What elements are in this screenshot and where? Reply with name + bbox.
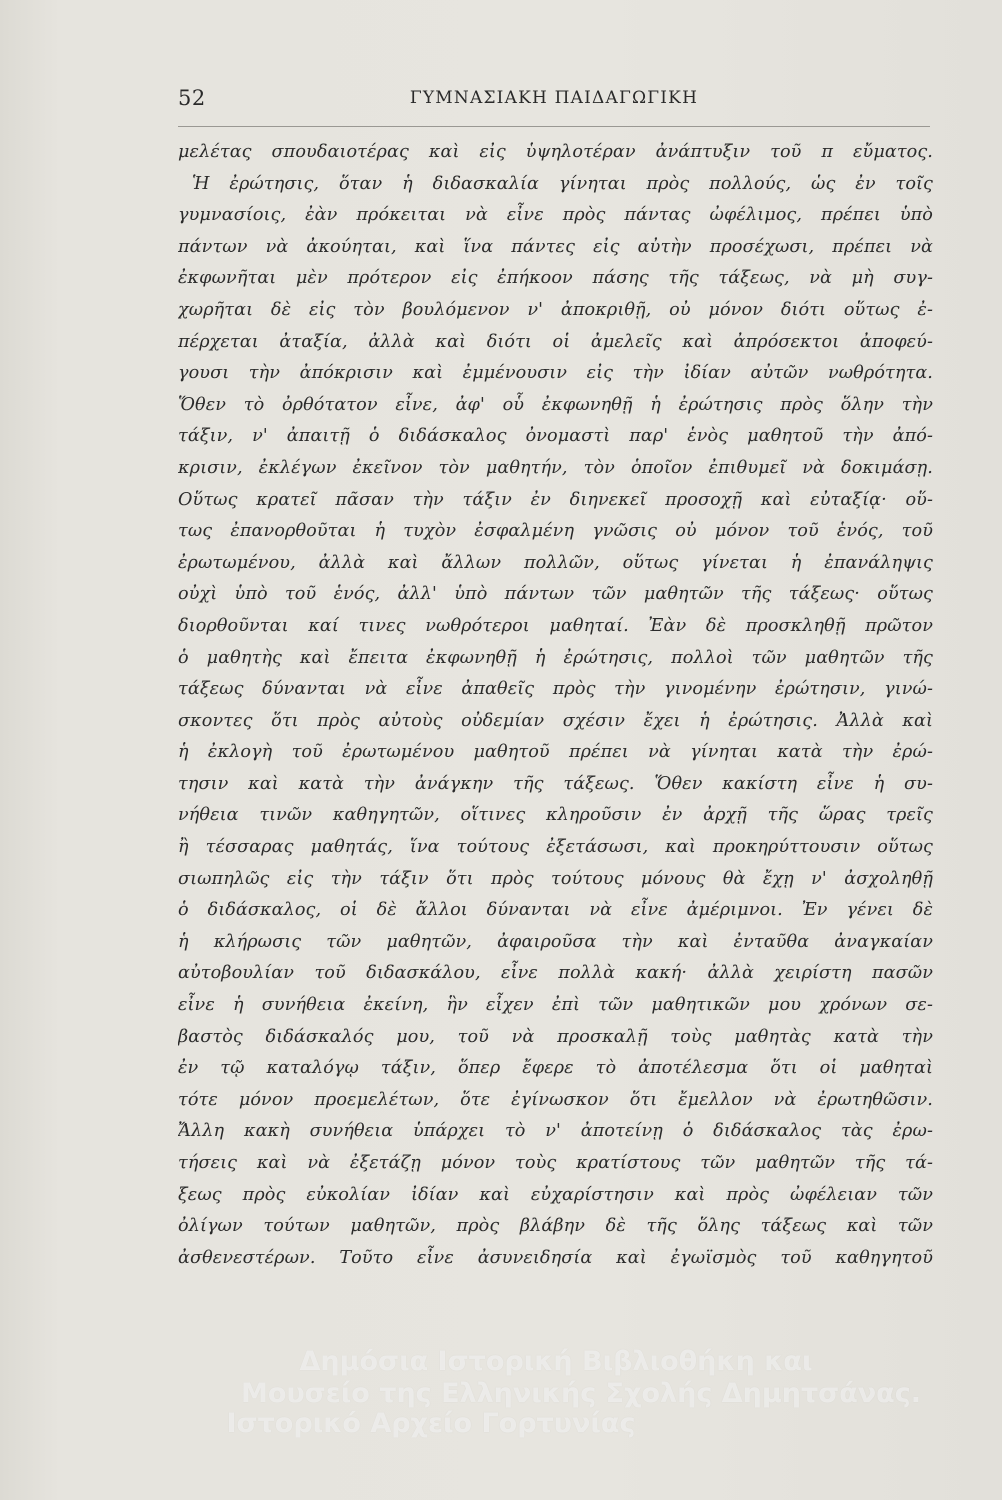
text-line: τήσεις καὶ νὰ ἐξετάζῃ μόνον τοὺς κρατίστους τῶν μαθητῶν τῆς τά-	[178, 1153, 933, 1173]
text-line: ἡ ἐκλογὴ τοῦ ἐρωτωμένου μαθητοῦ πρέπει νὰ γίνηται κατὰ τὴν ἐρώ-	[178, 742, 933, 763]
text-line: σκοντες ὅτι πρὸς αὐτοὺς οὐδεμίαν σχέσιν ἔχει ἡ ἐρώτησις. Ἀλλὰ καὶ	[178, 710, 933, 731]
text-line: τησιν καὶ κατὰ τὴν ἀνάγκην τῆς τάξεως. Ὅθεν κακίστη εἶνε ἡ συ-	[178, 773, 933, 794]
text-line: ὀλίγων τούτων μαθητῶν, πρὸς βλάβην δὲ τῆς ὅλης τάξεως καὶ τῶν	[178, 1216, 933, 1237]
text-line: ἀσθενεστέρων. Τοῦτο εἶνε ἀσυνειδησία καὶ ἐγωϊσμὸς τοῦ καθηγητοῦ	[178, 1247, 933, 1268]
text-line: ὁ διδάσκαλος, οἱ δὲ ἄλλοι δύνανται νὰ εἶνε ἀμέριμνοι. Ἐν γένει δὲ	[178, 900, 933, 921]
text-line: βαστὸς διδάσκαλός μου, τοῦ νὰ προσκαλῇ τοὺς μαθητὰς κατὰ τὴν	[178, 1026, 933, 1047]
text-line: εἶνε ἡ συνήθεια ἐκείνη, ἣν εἶχεν ἐπὶ τῶν μαθητικῶν μου χρόνων σε-	[178, 995, 933, 1016]
text-line: ἡ κλήρωσις τῶν μαθητῶν, ἀφαιροῦσα τὴν καὶ ἐνταῦθα ἀναγκαίαν	[178, 931, 933, 952]
text-line: νήθεια τινῶν καθηγητῶν, οἵτινες κληροῦσιν ἐν ἀρχῇ τῆς ὥρας τρεῖς	[178, 805, 933, 826]
text-line: οὐχὶ ὑπὸ τοῦ ἑνός, ἀλλ' ὑπὸ πάντων τῶν μαθητῶν τῆς τάξεως· οὕτως	[178, 584, 933, 605]
text-line: τάξιν, ν' ἀπαιτῇ ὁ διδάσκαλος ὀνομαστὶ παρ' ἑνὸς μαθητοῦ τὴν ἀπό-	[178, 426, 933, 447]
text-line: μελέτας σπουδαιοτέρας καὶ εἰς ὑψηλοτέραν ἀνάπτυξιν τοῦ π εὔματος.	[178, 142, 933, 162]
watermark-line: Ιστορικό Αρχείο Γορτυνίας	[226, 1408, 636, 1439]
text-line: ἢ τέσσαρας μαθητάς, ἵνα τούτους ἐξετάσωσι, καὶ προκηρύττουσιν οὕτως	[178, 837, 933, 858]
text-line: αὐτοβουλίαν τοῦ διδασκάλου, εἶνε πολλὰ κακή· ἀλλὰ χειρίστη πασῶν	[178, 963, 933, 984]
text-line: διορθοῦνται καί τινες νωθρότεροι μαθηταί. Ἐὰν δὲ προσκληθῇ πρῶτον	[178, 615, 933, 636]
text-line: τότε μόνον προεμελέτων, ὅτε ἐγίνωσκον ὅτι ἔμελλον νὰ ἐρωτηθῶσιν.	[178, 1089, 933, 1110]
text-line: τάξεως δύνανται νὰ εἶνε ἀπαθεῖς πρὸς τὴν γινομένην ἐρώτησιν, γινώ-	[178, 679, 933, 700]
watermark-line: Μουσείο της Ελληνικής Σχολής Δημητσάνας.	[241, 1378, 921, 1409]
text-line: ἐκφωνῆται μὲν πρότερον εἰς ἐπήκοον πάσης τῆς τάξεως, νὰ μὴ συγ-	[178, 268, 933, 289]
text-line: ἐρωτωμένου, ἀλλὰ καὶ ἄλλων πολλῶν, οὕτως γίνεται ἡ ἐπανάληψις	[178, 552, 933, 573]
text-line: κρισιν, ἐκλέγων ἐκεῖνον τὸν μαθητήν, τὸν ὁποῖον ἐπιθυμεῖ νὰ δοκιμάσῃ.	[178, 457, 933, 478]
text-line: Ἄλλη κακὴ συνήθεια ὑπάρχει τὸ ν' ἀποτείνῃ ὁ διδάσκαλος τὰς ἐρω-	[178, 1121, 933, 1142]
text-line: τως ἐπανορθοῦται ἡ τυχὸν ἐσφαλμένη γνῶσις οὐ μόνον τοῦ ἑνός, τοῦ	[178, 521, 933, 542]
text-line: γυμνασίοις, ἐὰν πρόκειται νὰ εἶνε πρὸς πάντας ὠφέλιμος, πρέπει ὑπὸ	[178, 205, 933, 226]
text-line: πέρχεται ἀταξία, ἀλλὰ καὶ διότι οἱ ἀμελεῖς καὶ ἀπρόσεκτοι ἀποφεύ-	[178, 331, 933, 352]
text-line: Ὅθεν τὸ ὀρθότατον εἶνε, ἀφ' οὗ ἐκφωνηθῇ ἡ ἐρώτησις πρὸς ὅλην τὴν	[178, 394, 933, 415]
text-line: ξεως πρὸς εὐκολίαν ἰδίαν καὶ εὐχαρίστησιν καὶ πρὸς ὠφέλειαν τῶν	[178, 1184, 933, 1205]
text-line: σιωπηλῶς εἰς τὴν τάξιν ὅτι πρὸς τούτους μόνους θὰ ἔχῃ ν' ἀσχοληθῇ	[178, 868, 933, 889]
running-title: ΓΥΜΝΑΣΙΑΚΗ ΠΑΙΔΑΓΩΓΙΚΗ	[409, 88, 699, 108]
text-line: γουσι τὴν ἀπόκρισιν καὶ ἐμμένουσιν εἰς τὴν ἰδίαν αὐτῶν νωθρότητα.	[178, 363, 933, 384]
header-rule	[178, 126, 930, 127]
page-number: 52	[178, 86, 206, 110]
page-header	[178, 86, 930, 116]
text-line: χωρῆται δὲ εἰς τὸν βουλόμενον ν' ἀποκριθῇ, οὐ μόνον διότι οὕτως ἐ-	[178, 299, 933, 320]
text-line: Οὕτως κρατεῖ πᾶσαν τὴν τάξιν ἐν διηνεκεῖ προσοχῇ καὶ εὐταξίᾳ· οὕ-	[178, 489, 933, 510]
text-line: ἐν τῷ καταλόγῳ τάξιν, ὅπερ ἔφερε τὸ ἀποτέλεσμα ὅτι οἱ μαθηταὶ	[178, 1058, 933, 1079]
text-line: ὁ μαθητὴς καὶ ἔπειτα ἐκφωνηθῇ ἡ ἐρώτησις, πολλοὶ τῶν μαθητῶν τῆς	[178, 647, 933, 668]
text-line: Ἡ ἐρώτησις, ὅταν ἡ διδασκαλία γίνηται πρὸς πολλούς, ὡς ἐν τοῖς	[192, 173, 933, 194]
text-line: πάντων νὰ ἀκούηται, καὶ ἵνα πάντες εἰς αὐτὴν προσέχωσι, πρέπει νὰ	[178, 236, 933, 257]
watermark-line: Δημόσια Ιστορική Βιβλιοθήκη και	[299, 1346, 813, 1377]
body-text	[178, 137, 933, 1274]
